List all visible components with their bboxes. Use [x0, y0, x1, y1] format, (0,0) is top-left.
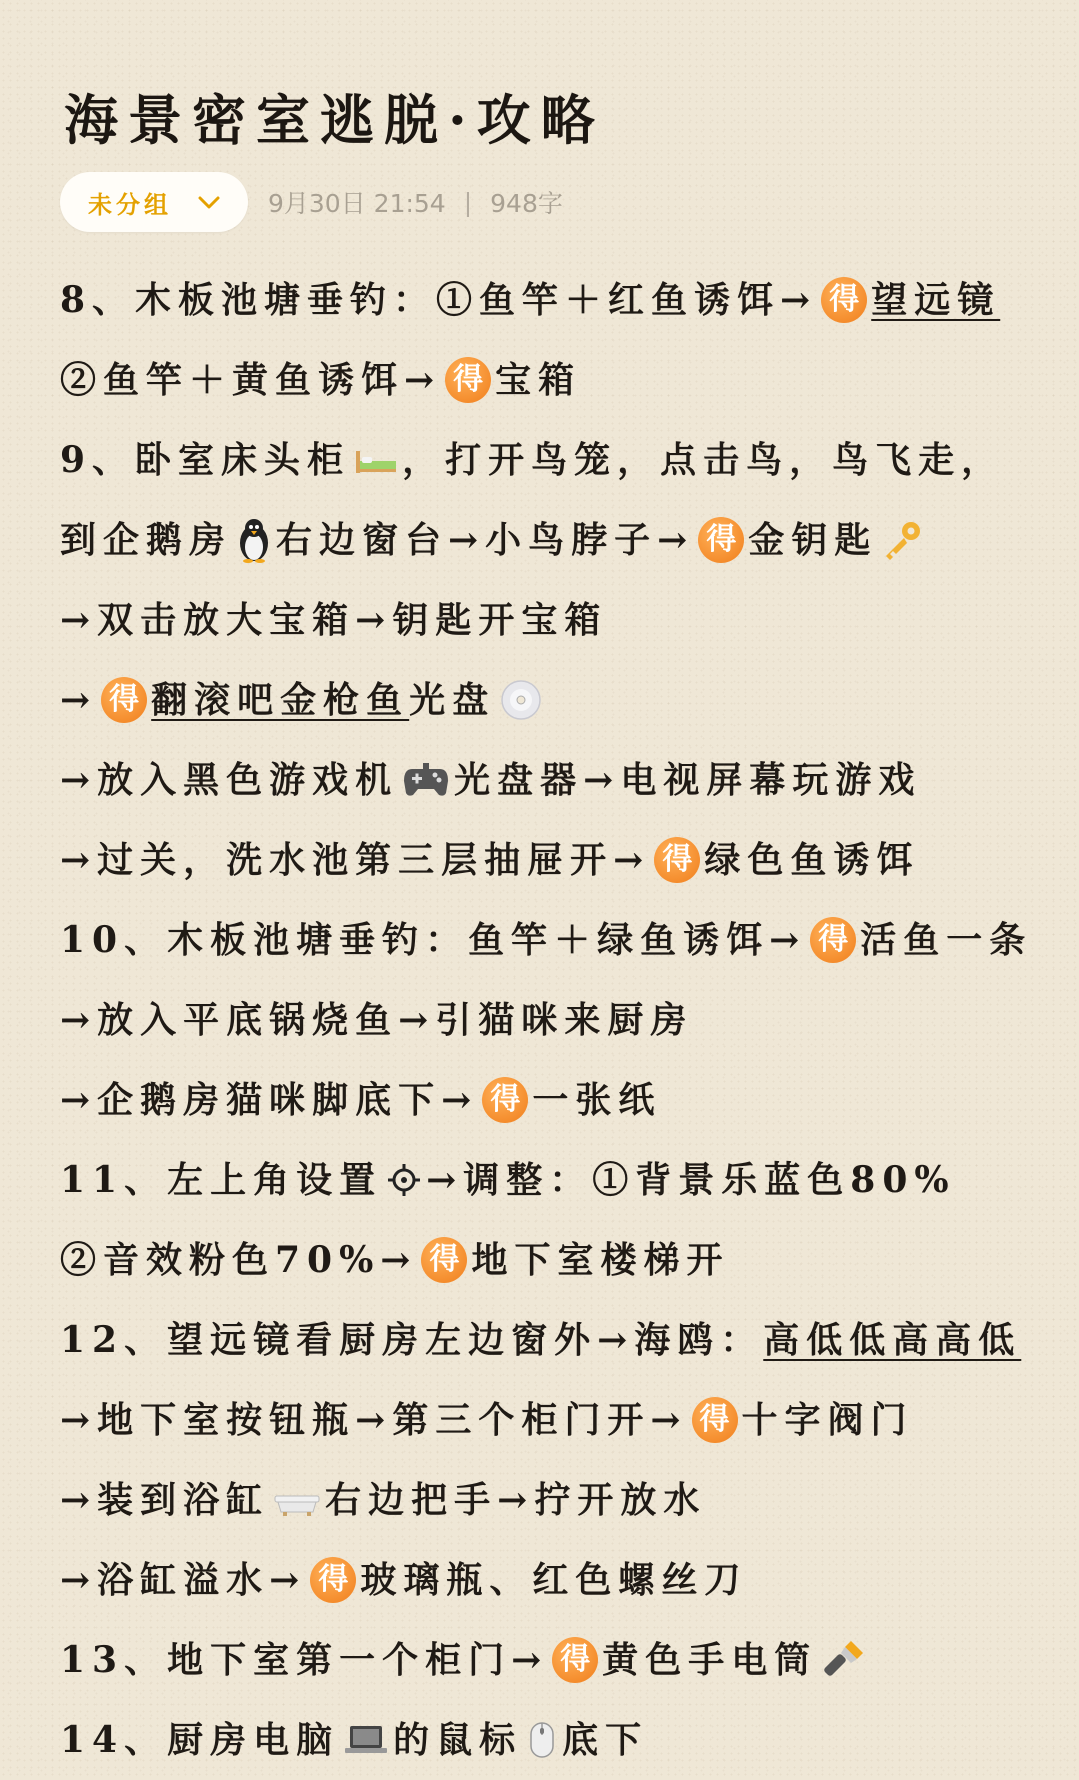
obtain-badge: 得	[692, 1397, 738, 1443]
laptop-icon	[343, 1722, 389, 1758]
text-segment: →放入平底锅烧鱼→引猫咪来厨房	[60, 999, 694, 1041]
text-segment: 9、卧室床头柜	[60, 439, 351, 481]
text-line	[60, 580, 1039, 660]
text-line	[60, 820, 1039, 900]
text-segment: 到企鹅房	[60, 519, 233, 561]
underlined-text: 高低低高高低	[763, 1319, 1022, 1361]
text-line	[60, 1300, 1039, 1380]
text-segment: 底下	[562, 1719, 649, 1761]
text-segment: 8、木板池塘垂钓：①鱼竿＋红鱼诱饵→	[60, 279, 818, 321]
text-segment: 11、左上角设置	[60, 1159, 383, 1201]
text-line	[60, 1380, 1039, 1460]
obtain-badge: 得	[552, 1637, 598, 1683]
word-count: 948字	[490, 189, 563, 218]
text-segment: →浴缸溢水→	[60, 1559, 307, 1601]
text-segment: →	[60, 679, 98, 721]
text-line	[60, 260, 1039, 340]
obtain-badge: 得	[445, 357, 491, 403]
text-line	[60, 740, 1039, 820]
text-segment: 光盘器→电视屏幕玩游戏	[454, 759, 922, 801]
text-segment: ②音效粉色70%→	[60, 1239, 418, 1281]
obtain-badge: 得	[821, 277, 867, 323]
note-meta	[60, 172, 563, 232]
note-date: 9月30日 21:54	[268, 189, 446, 218]
meta-info	[268, 184, 563, 220]
text-segment: →调整：①背景乐蓝色80%	[426, 1159, 956, 1201]
obtain-badge: 得	[810, 917, 856, 963]
text-segment: 一张纸	[532, 1079, 662, 1121]
text-segment: 十字阀门	[741, 1399, 914, 1441]
text-line	[60, 660, 1039, 740]
text-segment: 右边窗台→小鸟脖子→	[276, 519, 695, 561]
underlined-text: 望远镜	[871, 279, 1001, 321]
gear-icon	[386, 1162, 422, 1198]
obtain-badge: 得	[421, 1237, 467, 1283]
text-segment: →企鹅房猫咪脚底下→	[60, 1079, 479, 1121]
bathtub-icon	[273, 1482, 321, 1518]
underlined-text: 翻滚吧金枪鱼	[151, 679, 410, 721]
text-line	[60, 1220, 1039, 1300]
text-line	[60, 980, 1039, 1060]
note-content[interactable]	[60, 260, 1039, 1780]
text-line	[60, 1460, 1039, 1540]
key-icon	[881, 518, 925, 562]
text-segment: 活鱼一条	[860, 919, 1033, 961]
text-segment: ，打开鸟笼，点击鸟，鸟飞走，	[402, 439, 1005, 481]
obtain-badge: 得	[482, 1077, 528, 1123]
text-segment: 10、木板池塘垂钓：鱼竿＋绿鱼诱饵→	[60, 919, 807, 961]
text-line	[60, 1620, 1039, 1700]
text-segment: 玻璃瓶、红色螺丝刀	[360, 1559, 748, 1601]
text-segment: →过关，洗水池第三层抽屉开→	[60, 839, 651, 881]
text-segment: 绿色鱼诱饵	[704, 839, 920, 881]
text-segment: 右边把手→拧开放水	[325, 1479, 707, 1521]
text-line	[60, 1540, 1039, 1620]
penguin-icon	[236, 517, 272, 563]
text-segment: →地下室按钮瓶→第三个柜门开→	[60, 1399, 688, 1441]
text-line	[60, 340, 1039, 420]
meta-separator: |	[463, 187, 473, 217]
obtain-badge: 得	[310, 1557, 356, 1603]
flashlight-icon	[821, 1637, 867, 1683]
text-segment: 的鼠标	[393, 1719, 523, 1761]
text-segment: →双击放大宝箱→钥匙开宝箱	[60, 599, 608, 641]
obtain-badge: 得	[698, 517, 744, 563]
text-segment: 黄色手电筒	[602, 1639, 818, 1681]
text-line	[60, 1140, 1039, 1220]
text-segment: →放入黑色游戏机	[60, 759, 399, 801]
text-segment: 地下室楼梯开	[471, 1239, 730, 1281]
group-label: 未分组	[88, 189, 172, 219]
text-segment: 光盘	[409, 679, 496, 721]
obtain-badge: 得	[654, 837, 700, 883]
page-title: 海景密室逃脱·攻略	[64, 88, 605, 152]
chevron-down-icon	[198, 191, 220, 213]
gamepad-icon	[402, 761, 450, 799]
text-segment: 金钥匙	[748, 519, 878, 561]
text-segment: →装到浴缸	[60, 1479, 270, 1521]
text-line	[60, 900, 1039, 980]
bed-icon	[354, 445, 398, 475]
text-segment: ②鱼竿＋黄鱼诱饵→	[60, 359, 442, 401]
text-line	[60, 1060, 1039, 1140]
text-line	[60, 1700, 1039, 1780]
text-segment: 宝箱	[495, 359, 582, 401]
obtain-badge: 得	[101, 677, 147, 723]
group-selector-button[interactable]	[60, 172, 248, 232]
mouse-icon	[526, 1719, 558, 1761]
text-segment: 12、望远镜看厨房左边窗外→海鸥：	[60, 1319, 764, 1361]
disc-icon	[499, 678, 543, 722]
text-segment: 14、厨房电脑	[60, 1719, 340, 1761]
text-line	[60, 420, 1039, 500]
text-segment: 13、地下室第一个柜门→	[60, 1639, 549, 1681]
text-line	[60, 500, 1039, 580]
